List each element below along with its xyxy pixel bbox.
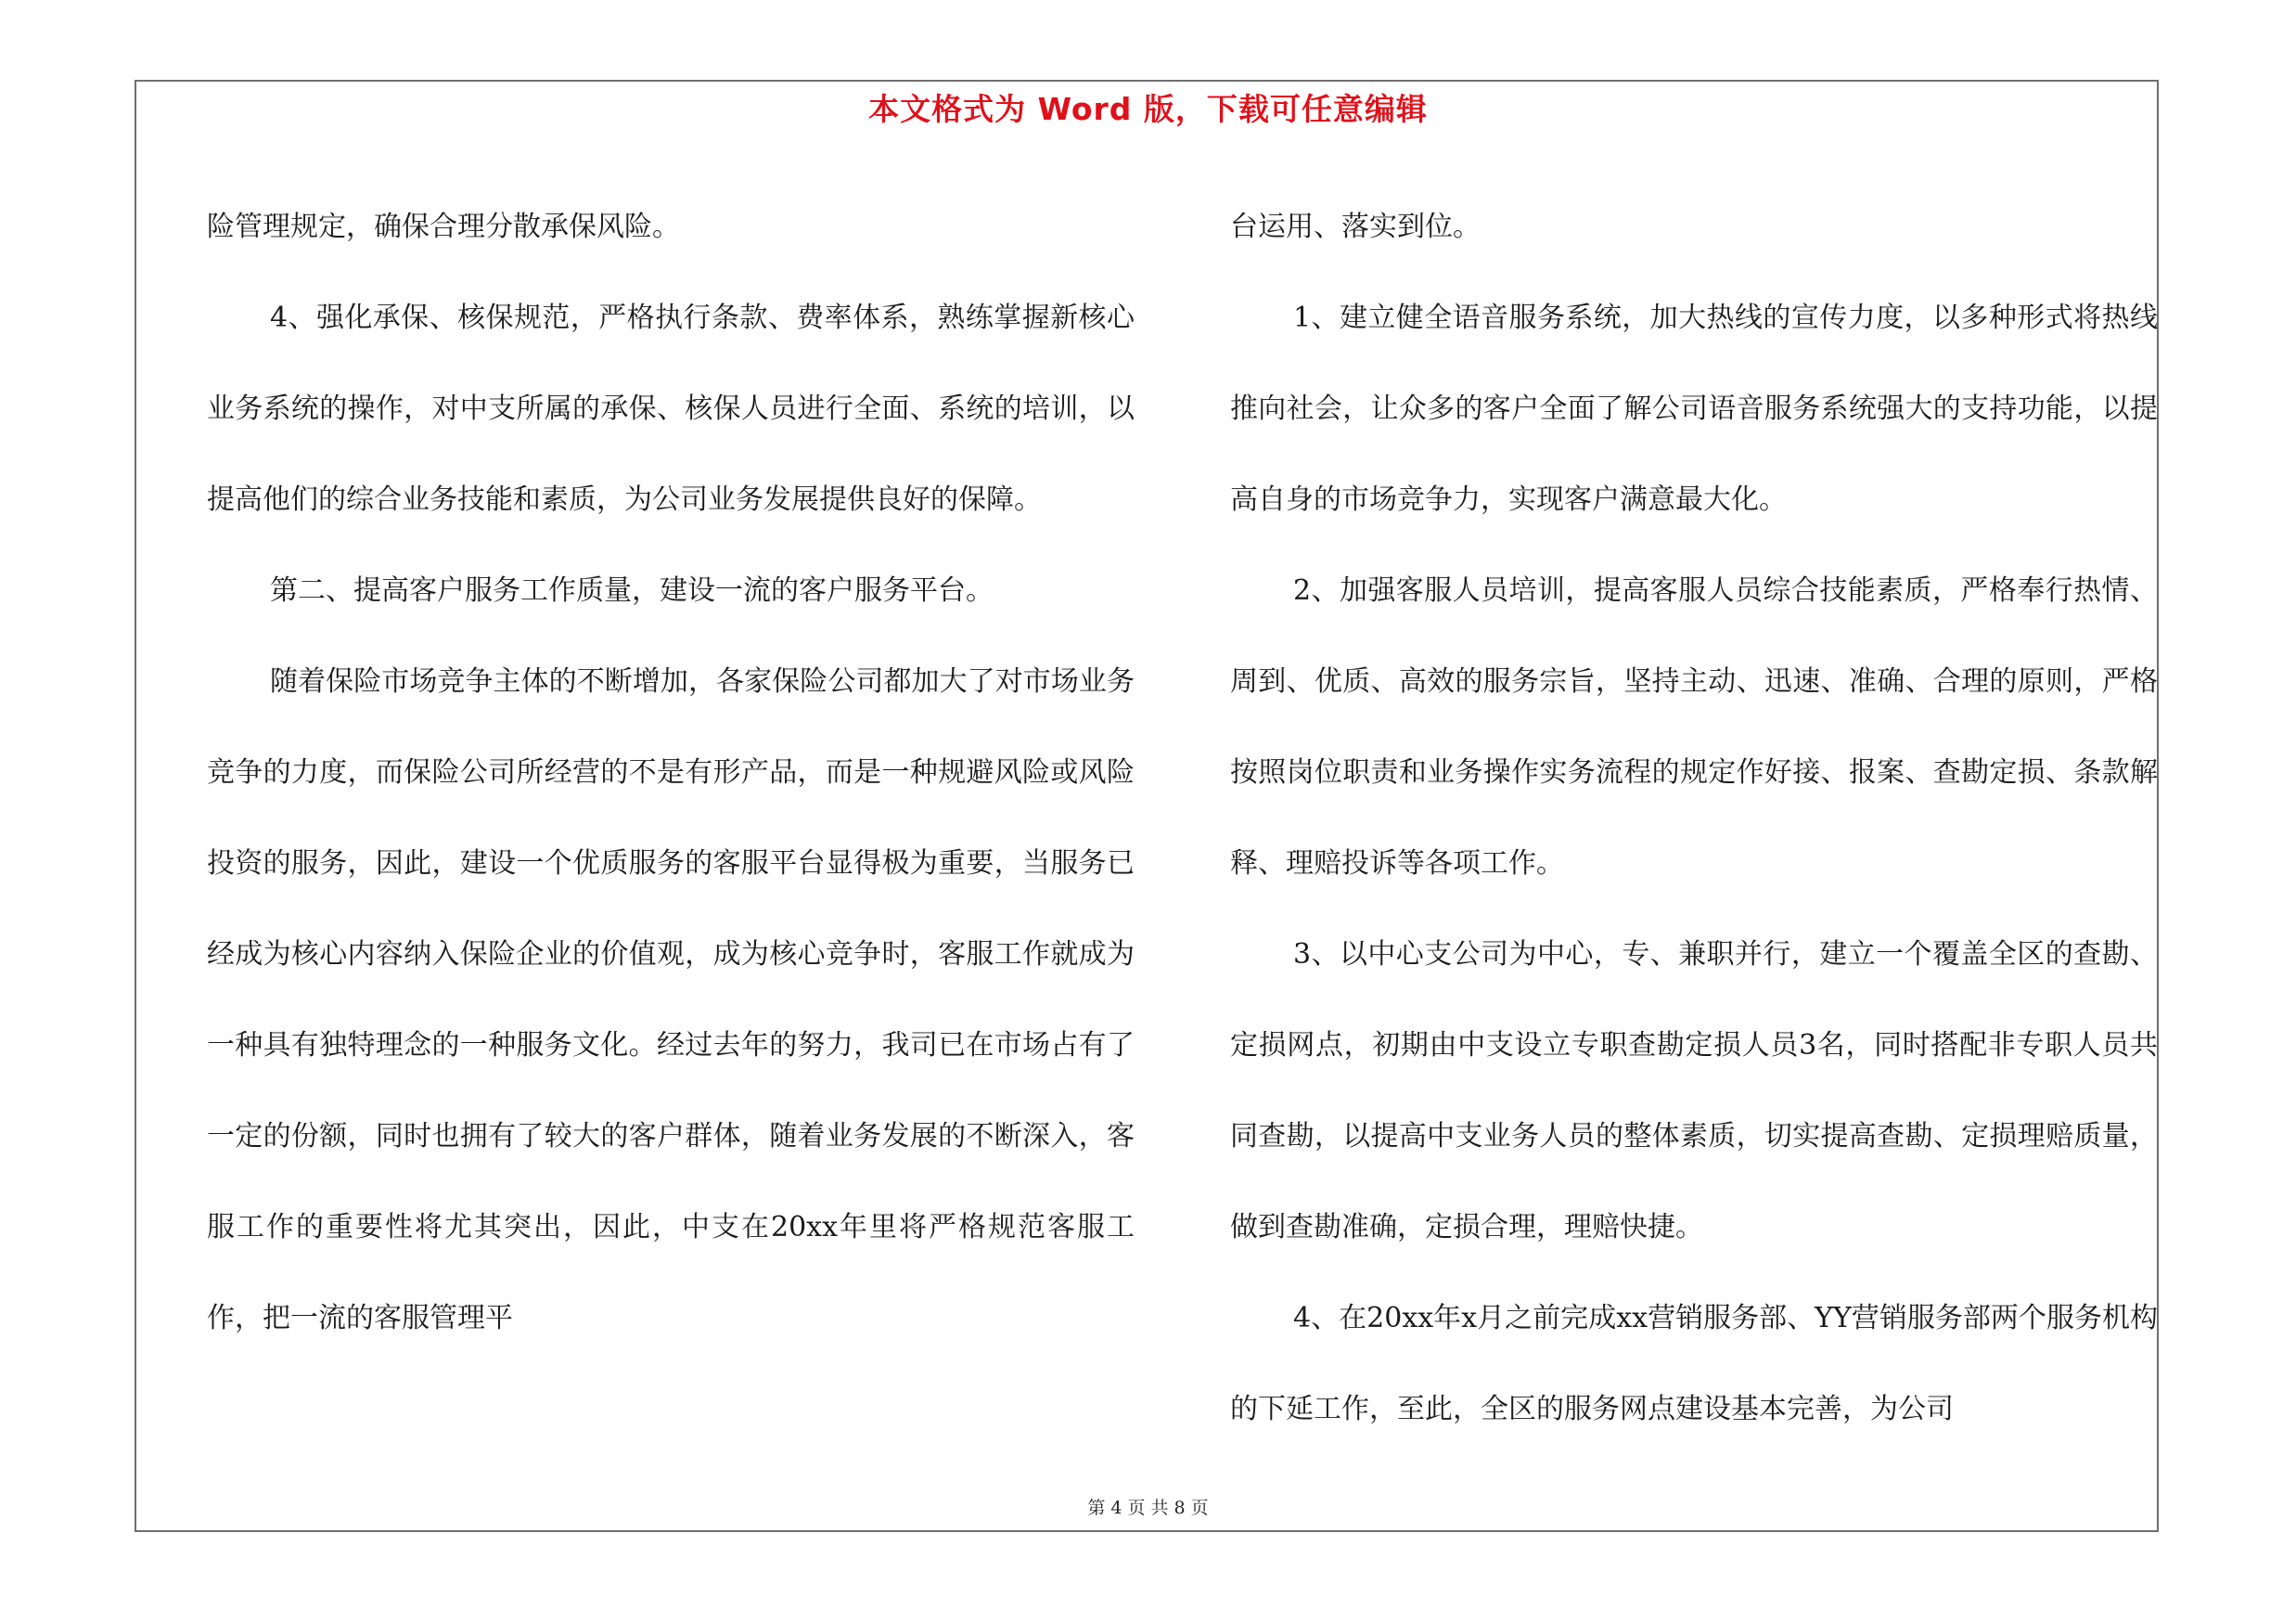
paragraph: 1、建立健全语音服务系统，加大热线的宣传力度，以多种形式将热线推向社会，让众多的客户全面了解公司语音服务系统强大的支持功能，以提高自身的市场竞争力，实现客户满意最大化。 <box>1230 302 2158 516</box>
paragraph: 随着保险市场竞争主体的不断增加，各家保险公司都加大了对市场业务竞争的力度，而保险公司所经营的不是有形产品，而是一种规避风险或风险投资的服务，因此，建设一个优质服务的客服平台显得极为重要，当服务已经成为核心内容纳入保险企业的价值观，成为核心竞争时，客服工作就成为一种具有独特理念的一种服务文化。经过去年的努力，我司已在市场占有了一定的份额，同时也拥有了较大的客户群体，随着业务发展的不断深入，客服工作的重要性将尤其突出，因此，中支在20xx年里将严格规范客服工作，把一流的客服管理平 <box>207 665 1135 1334</box>
paragraph: 第二、提高客户服务工作质量，建设一流的客户服务平台。 <box>270 574 994 607</box>
paragraph: 4、强化承保、核保规范，严格执行条款、费率体系，熟练掌握新核心业务系统的操作，对中支所属的承保、核保人员进行全面、系统的培训，以提高他们的综合业务技能和素质，为公司业务发展提供良好的保障。 <box>207 302 1135 516</box>
paragraph: 3、以中心支公司为中心，专、兼职并行，建立一个覆盖全区的查勘、定损网点，初期由中支设立专职查勘定损人员3名，同时搭配非专职人员共同查勘，以提高中支业务人员的整体素质，切实提高查勘、定损理赔质量，做到查勘准确，定损合理，理赔快捷。 <box>1230 938 2158 1243</box>
paragraph: 台运用、落实到位。 <box>1230 211 1481 243</box>
right-text-column <box>1230 182 2158 1455</box>
header-banner: 本文格式为 Word 版，下载可任意编辑 <box>868 91 1428 127</box>
left-text-column <box>207 182 1135 1364</box>
paragraph: 险管理规定，确保合理分散承保风险。 <box>207 211 680 243</box>
page-number-footer: 第 4 页 共 8 页 <box>1087 1498 1209 1518</box>
paragraph: 2、加强客服人员培训，提高客服人员综合技能素质，严格奉行热情、周到、优质、高效的服务宗旨，坚持主动、迅速、准确、合理的原则，严格按照岗位职责和业务操作实务流程的规定作好接、报案、查勘定损、条款解释、理赔投诉等各项工作。 <box>1230 574 2158 880</box>
paragraph: 4、在20xx年x月之前完成xx营销服务部、YY营销服务部两个服务机构的下延工作，至此，全区的服务网点建设基本完善，为公司 <box>1230 1302 2158 1425</box>
